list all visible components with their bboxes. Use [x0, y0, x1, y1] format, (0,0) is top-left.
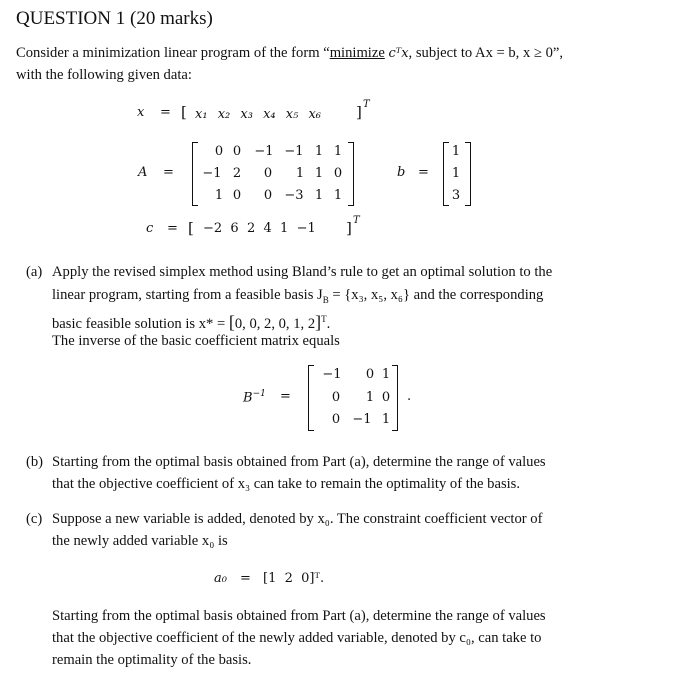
A-eq: =: [163, 165, 174, 180]
vec-close: ]: [315, 311, 322, 332]
part-b-line-1: Starting from the optimal basis obtained from Part (a), determine the range of values: [52, 454, 546, 470]
A-cell: 0: [214, 144, 224, 159]
binv-letter: B: [243, 390, 253, 406]
x-entry: x₁: [195, 107, 208, 122]
A-cell: 1: [295, 166, 305, 181]
part-a-line-4: The inverse of the basic coefficient matrix equals: [52, 333, 340, 349]
x-close-bracket: ]: [356, 103, 362, 121]
A-cell: 0: [232, 144, 242, 159]
part-a-label: (a): [26, 264, 43, 280]
A-cell: 1: [314, 144, 324, 159]
A-cell: −1: [254, 144, 274, 159]
x-entry: x₂: [217, 107, 231, 122]
part-b-line-2: that the objective coefficient of x₃ can take to remain the optimality of the basis.: [52, 476, 521, 492]
binv-end: .: [407, 389, 412, 404]
bfs-transpose: T: [321, 314, 327, 324]
binv-cell: 1: [381, 412, 391, 427]
part-c-line-2: the newly added variable x₀ is: [52, 533, 228, 549]
binv-cell: 0: [365, 367, 375, 382]
A-left-bracket: [192, 142, 198, 206]
x-entry: x₅: [285, 107, 299, 122]
A-cell: 0: [333, 166, 343, 181]
binv-sup: −1: [252, 389, 266, 399]
A-cell: −3: [284, 188, 304, 203]
A-cell: 1: [333, 188, 343, 203]
vec-open: [: [228, 311, 235, 332]
binv-cell: −1: [322, 367, 342, 382]
binv-cell: 1: [381, 367, 391, 382]
part-a-line-2-rest: = {x₃, x₅, x₆} and the corresponding: [328, 287, 544, 303]
x-entry: x₄: [263, 107, 276, 122]
binv-cell: 0: [331, 412, 341, 427]
binv-cell: −1: [352, 412, 372, 427]
objective: cᵀx: [388, 46, 409, 61]
c-open-bracket: [: [188, 219, 194, 237]
a0-value: [1 2 0]ᵀ.: [263, 571, 325, 586]
A-cell: 1: [314, 166, 324, 181]
c-transpose: T: [353, 215, 360, 226]
A-cell: 2: [232, 166, 242, 181]
part-c-line-3: Starting from the optimal basis obtained from Part (a), determine the range of values: [52, 608, 546, 624]
binv-left-bracket: [308, 365, 314, 431]
A-cell: 1: [314, 188, 324, 203]
x-entries: [195, 107, 321, 122]
question-title: QUESTION 1 (20 marks): [16, 8, 213, 29]
x-transpose: T: [363, 99, 370, 110]
constraints-text: , subject to Ax = b, x ≥ 0”,: [408, 45, 564, 61]
binv-label: [243, 389, 266, 405]
A-cell: 1: [333, 144, 343, 159]
A-cell: −1: [284, 144, 304, 159]
x-open-bracket: [: [181, 103, 187, 121]
binv-cell: 0: [381, 390, 391, 405]
A-cell: 0: [263, 166, 273, 181]
A-cell: −1: [202, 166, 222, 181]
part-a-line-1: Apply the revised simplex method using Bland’s rule to get an optimal solution to the: [52, 264, 553, 280]
x-entry: x₆: [308, 107, 321, 122]
c-values: −2 6 2 4 1 −1: [203, 221, 316, 236]
part-c-line-5: remain the optimality of the basis.: [52, 652, 252, 668]
c-close-bracket: ]: [346, 219, 352, 237]
part-c-label: (c): [26, 511, 43, 527]
A-label: A: [138, 165, 148, 180]
bfs-vector: 0, 0, 2, 0, 1, 2: [234, 315, 316, 332]
part-a-line-2: [52, 284, 543, 311]
c-label: c: [146, 221, 154, 236]
b-cell: 1: [451, 144, 461, 159]
intro-line-1: [16, 42, 563, 65]
a0-label: a₀: [214, 571, 227, 586]
x-entry: x₃: [240, 107, 253, 122]
binv-cell: 0: [331, 390, 341, 405]
part-a-line-3-text: basic feasible solution is x* =: [52, 315, 229, 332]
x-eq: =: [160, 105, 171, 120]
x-label: x: [137, 105, 145, 120]
part-c-line-4: that the objective coefficient of the newly added variable, denoted by c₀, can take to: [52, 630, 542, 646]
part-a-line-3-end: .: [326, 315, 331, 332]
b-eq: =: [418, 165, 429, 180]
a0-eq: =: [240, 571, 251, 586]
intro-pre: Consider a minimization linear program of the form “: [16, 45, 330, 61]
binv-cell: 1: [365, 390, 375, 405]
b-cell: 3: [451, 188, 461, 203]
A-cell: 1: [214, 188, 224, 203]
intro-line-2: with the following given data:: [16, 67, 192, 83]
c-eq: =: [167, 221, 178, 236]
minimize-word: minimize: [329, 45, 385, 61]
b-label: b: [397, 165, 406, 180]
b-cell: 1: [451, 166, 461, 181]
A-cell: 0: [232, 188, 242, 203]
part-a-line-2-text: linear program, starting from a feasible basis J: [52, 287, 323, 303]
part-b-label: (b): [26, 454, 44, 470]
binv-eq: =: [280, 389, 291, 404]
part-c-line-1: Suppose a new variable is added, denoted by x₀. The constraint coefficient vector of: [52, 511, 543, 527]
basis-subscript: B: [322, 294, 329, 305]
A-cell: 0: [263, 188, 273, 203]
